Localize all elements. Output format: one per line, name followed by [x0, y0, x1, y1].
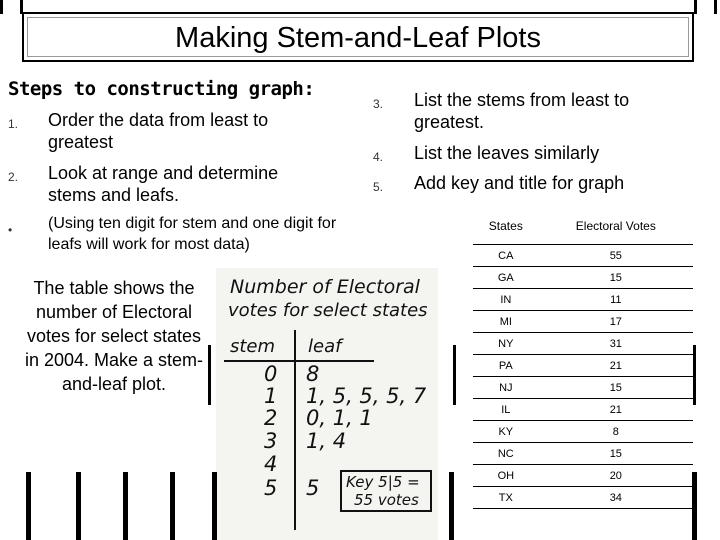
votes-cell: 21 — [539, 355, 693, 377]
decorative-bar — [123, 472, 128, 540]
handwritten-title-line1: Number of Electoral — [230, 276, 420, 298]
votes-cell: 15 — [539, 377, 693, 399]
note-text: (Using ten digit for stem and one digit for leafs will work for most data) — [48, 215, 337, 253]
state-cell: NY — [473, 333, 539, 355]
votes-cell: 34 — [539, 487, 693, 509]
table-header-row — [473, 208, 693, 245]
votes-cell: 8 — [539, 421, 693, 443]
handwritten-stem-header: stem — [230, 336, 276, 357]
table-row — [473, 465, 693, 487]
table-row — [473, 443, 693, 465]
decorative-bar — [20, 0, 23, 14]
handwritten-divider-line — [294, 330, 296, 530]
table-row — [473, 487, 693, 509]
handwritten-header-underline — [224, 360, 374, 362]
votes-cell: 15 — [539, 443, 693, 465]
state-cell: OH — [473, 465, 539, 487]
state-cell: IN — [473, 289, 539, 311]
step-3-number: 3. — [373, 97, 384, 111]
handwritten-leaf: 8 — [306, 362, 320, 386]
step-2-number: 2. — [8, 170, 19, 184]
votes-cell: 15 — [539, 267, 693, 289]
state-cell: NC — [473, 443, 539, 465]
state-cell: KY — [473, 421, 539, 443]
decorative-bar — [692, 472, 697, 540]
handwritten-stem: 4 — [264, 452, 278, 476]
step-1-text: Order the data from least to greatest — [48, 110, 269, 152]
votes-cell: 21 — [539, 399, 693, 421]
votes-cell: 11 — [539, 289, 693, 311]
handwritten-leaf: 5 — [306, 476, 320, 500]
table-row — [473, 267, 693, 289]
table-row — [473, 355, 693, 377]
decorative-bar — [208, 345, 211, 405]
table-row — [473, 333, 693, 355]
electoral-votes-table — [473, 208, 693, 509]
state-cell: IL — [473, 399, 539, 421]
handwritten-stem-leaf-photo — [216, 268, 438, 540]
handwritten-stem: 2 — [264, 406, 278, 430]
decorative-bar — [693, 345, 696, 405]
state-cell: PA — [473, 355, 539, 377]
step-1-number: 1. — [8, 117, 19, 131]
steps-heading: Steps to constructing graph: — [8, 78, 315, 100]
votes-cell: 20 — [539, 465, 693, 487]
handwritten-key-box — [340, 470, 432, 512]
handwritten-stem: 0 — [264, 362, 278, 386]
handwritten-leaf: 0, 1, 1 — [306, 406, 373, 430]
state-cell: NJ — [473, 377, 539, 399]
handwritten-leaf-header: leaf — [308, 336, 342, 357]
decorative-bar — [170, 472, 175, 540]
state-cell: MI — [473, 311, 539, 333]
handwritten-title-line2: votes for select states — [228, 300, 428, 321]
table-row — [473, 421, 693, 443]
decorative-bar — [26, 472, 31, 540]
votes-cell: 17 — [539, 311, 693, 333]
decorative-bar — [453, 345, 456, 405]
handwritten-stem: 3 — [264, 429, 278, 453]
handwritten-key-line2: 55 votes — [354, 491, 419, 509]
step-3-text: List the stems from least to greatest. — [414, 90, 630, 132]
decorative-bar — [449, 472, 454, 540]
states-column-header: States — [473, 208, 539, 245]
step-4-number: 4. — [373, 150, 384, 164]
step-2-text: Look at range and determine stems and leafs. — [48, 163, 279, 205]
decorative-bar — [0, 0, 3, 14]
handwritten-key-line1: Key 5|5 = — [346, 473, 420, 491]
decorative-bar — [694, 0, 697, 14]
note-bullet: • — [8, 223, 13, 237]
votes-cell: 55 — [539, 245, 693, 267]
page-title: Making Stem-and-Leaf Plots — [175, 22, 541, 54]
step-4-text: List the leaves similarly — [414, 143, 600, 163]
table-row — [473, 245, 693, 267]
handwritten-stem: 5 — [264, 476, 278, 500]
table-row — [473, 311, 693, 333]
state-cell: CA — [473, 245, 539, 267]
problem-description: The table shows the number of Electoral votes for select states in 2004. Make a stem-and-leaf plot. — [24, 278, 204, 394]
table-row — [473, 289, 693, 311]
state-cell: GA — [473, 267, 539, 289]
decorative-bar — [76, 472, 81, 540]
handwritten-leaf: 1, 4 — [306, 429, 347, 453]
state-cell: TX — [473, 487, 539, 509]
step-5-text: Add key and title for graph — [414, 173, 625, 193]
title-banner — [22, 12, 694, 62]
handwritten-stem: 1 — [264, 384, 278, 408]
handwritten-leaf: 1, 5, 5, 5, 7 — [306, 384, 427, 408]
votes-cell: 31 — [539, 333, 693, 355]
table-row — [473, 399, 693, 421]
decorative-bar — [212, 472, 217, 540]
table-row — [473, 377, 693, 399]
step-5-number: 5. — [373, 180, 384, 194]
votes-column-header: Electoral Votes — [539, 208, 693, 245]
decorative-bar — [714, 0, 717, 14]
